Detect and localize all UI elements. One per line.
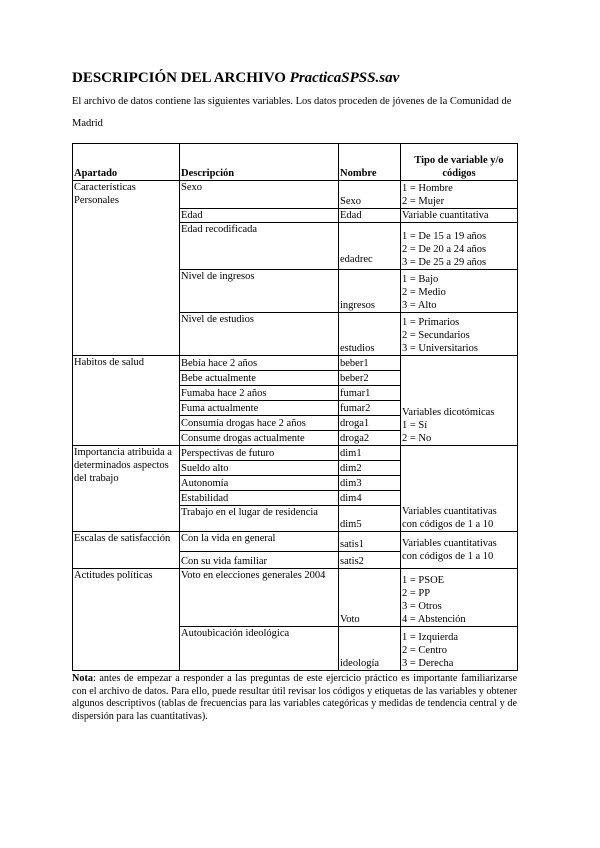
name-ingresos: ingresos xyxy=(339,270,401,313)
code-line: Variables dicotómicas xyxy=(402,407,495,418)
name-sexo: Sexo xyxy=(339,181,401,209)
desc-dim5: Trabajo en el lugar de residencia xyxy=(180,506,339,532)
name-estudios: estudios xyxy=(339,313,401,356)
codes-dim xyxy=(401,446,518,532)
name-droga1: droga1 xyxy=(339,416,401,431)
table-header-row xyxy=(73,144,518,181)
code-line: 4 = Abstención xyxy=(402,614,466,625)
desc-fumar1: Fumaba hace 2 años xyxy=(180,386,339,401)
desc-dim1: Perspectivas de futuro xyxy=(180,446,339,461)
code-line: con códigos de 1 a 10 xyxy=(402,519,494,530)
name-dim1: dim1 xyxy=(339,446,401,461)
desc-beber1: Bebía hace 2 años xyxy=(180,356,339,371)
desc-ideologia: Autoubicación ideológica xyxy=(180,627,339,671)
name-voto: Voto xyxy=(339,569,401,627)
header-apartado: Apartado xyxy=(73,144,180,181)
code-line: Variables cuantitativas xyxy=(402,538,497,549)
code-line: 2 = De 20 a 24 años xyxy=(402,244,487,255)
header-nombre: Nombre xyxy=(339,144,401,181)
code-line: 3 = Alto xyxy=(402,300,437,311)
code-line: 2 = Secundarios xyxy=(402,330,470,341)
name-ideologia: ideología xyxy=(339,627,401,671)
section-escalas: Escalas de satisfacción xyxy=(73,532,180,569)
name-fumar2: fumar2 xyxy=(339,401,401,416)
section-personales: Características Personales xyxy=(73,181,180,356)
desc-fumar2: Fuma actualmente xyxy=(180,401,339,416)
code-line: 2 = Medio xyxy=(402,287,446,298)
codes-sexo xyxy=(401,181,518,209)
name-beber1: beber1 xyxy=(339,356,401,371)
note-text: : antes de empezar a responder a las preguntas de este ejercicio práctico es importante familiarizarse con el archivo de datos. Para ello, puede resultar útil revisar los códigos y etiquetas de las variables y obtener algunos descriptivos (tablas de frecuencias para las variables categóricas y medidas de tendencia central y de dispersión para las cuantitativas). xyxy=(72,673,517,722)
header-tipo: Tipo de variable y/o códigos xyxy=(401,144,518,181)
codes-ideologia xyxy=(401,627,518,671)
name-fumar1: fumar1 xyxy=(339,386,401,401)
codes-salud xyxy=(401,356,518,446)
code-line: Variable cuantitativa xyxy=(402,210,489,221)
codes-edadrec xyxy=(401,223,518,270)
name-dim2: dim2 xyxy=(339,461,401,476)
codes-ingresos xyxy=(401,270,518,313)
name-satis1: satis1 xyxy=(339,532,401,552)
name-satis2: satis2 xyxy=(339,552,401,569)
desc-estudios: Nivel de estudios xyxy=(180,313,339,356)
code-line: 1 = Izquierda xyxy=(402,632,459,643)
code-line: 1 = Sí xyxy=(402,420,428,431)
code-line: 1 = Hombre xyxy=(402,183,453,194)
code-line: 1 = De 15 a 19 años xyxy=(402,231,487,242)
header-descripcion: Descripción xyxy=(180,144,339,181)
desc-ingresos: Nivel de ingresos xyxy=(180,270,339,313)
desc-edad: Edad xyxy=(180,209,339,223)
code-line: 3 = Derecha xyxy=(402,658,454,669)
code-line: 2 = No xyxy=(402,433,432,444)
intro-paragraph: El archivo de datos contiene las siguientes variables. Los datos proceden de jóvenes de la Comunidad de Madrid xyxy=(72,96,512,129)
code-line: Variables cuantitativas xyxy=(402,506,497,517)
name-dim5: dim5 xyxy=(339,506,401,532)
codes-voto xyxy=(401,569,518,627)
desc-satis1: Con la vida en general xyxy=(180,532,339,552)
code-line: con códigos de 1 a 10 xyxy=(402,551,494,562)
desc-droga2: Consume drogas actualmente xyxy=(180,431,339,446)
codes-edad xyxy=(401,209,518,223)
codes-estudios xyxy=(401,313,518,356)
codes-satis xyxy=(401,532,518,569)
table-row xyxy=(73,181,518,209)
desc-edadrec: Edad recodificada xyxy=(180,223,339,270)
table-row xyxy=(73,569,518,627)
section-importancia: Importancia atribuida a determinados aspectos del trabajo xyxy=(73,446,180,532)
note-label: Nota xyxy=(72,673,93,684)
name-droga2: droga2 xyxy=(339,431,401,446)
desc-satis2: Con su vida familiar xyxy=(180,552,339,569)
code-line: 1 = Bajo xyxy=(402,274,439,285)
name-beber2: beber2 xyxy=(339,371,401,386)
table-row xyxy=(73,356,518,371)
desc-dim3: Autonomía xyxy=(180,476,339,491)
code-line: 2 = Mujer xyxy=(402,196,445,207)
table-row xyxy=(73,532,518,552)
title-filename: PracticaSPSS.sav xyxy=(289,70,400,86)
code-line: 2 = Centro xyxy=(402,645,447,656)
code-line: 2 = PP xyxy=(402,588,431,599)
title-prefix: DESCRIPCIÓN DEL ARCHIVO xyxy=(72,70,290,86)
name-dim4: dim4 xyxy=(339,491,401,506)
code-line: 1 = Primarios xyxy=(402,317,460,328)
desc-beber2: Bebe actualmente xyxy=(180,371,339,386)
code-line: 3 = Universitarios xyxy=(402,343,478,354)
document-title xyxy=(72,70,399,87)
desc-sexo: Sexo xyxy=(180,181,339,209)
code-line: 1 = PSOE xyxy=(402,575,445,586)
desc-dim2: Sueldo alto xyxy=(180,461,339,476)
desc-dim4: Estabilidad xyxy=(180,491,339,506)
code-line: 3 = Otros xyxy=(402,601,442,612)
code-line: 3 = De 25 a 29 años xyxy=(402,257,487,268)
variables-table xyxy=(72,143,518,671)
desc-droga1: Consumía drogas hace 2 años xyxy=(180,416,339,431)
name-edad: Edad xyxy=(339,209,401,223)
name-edadrec: edadrec xyxy=(339,223,401,270)
table-row xyxy=(73,446,518,461)
desc-voto: Voto en elecciones generales 2004 xyxy=(180,569,339,627)
section-politicas: Actitudes políticas xyxy=(73,569,180,671)
section-salud: Habitos de salud xyxy=(73,356,180,446)
note-paragraph xyxy=(72,673,517,723)
name-dim3: dim3 xyxy=(339,476,401,491)
